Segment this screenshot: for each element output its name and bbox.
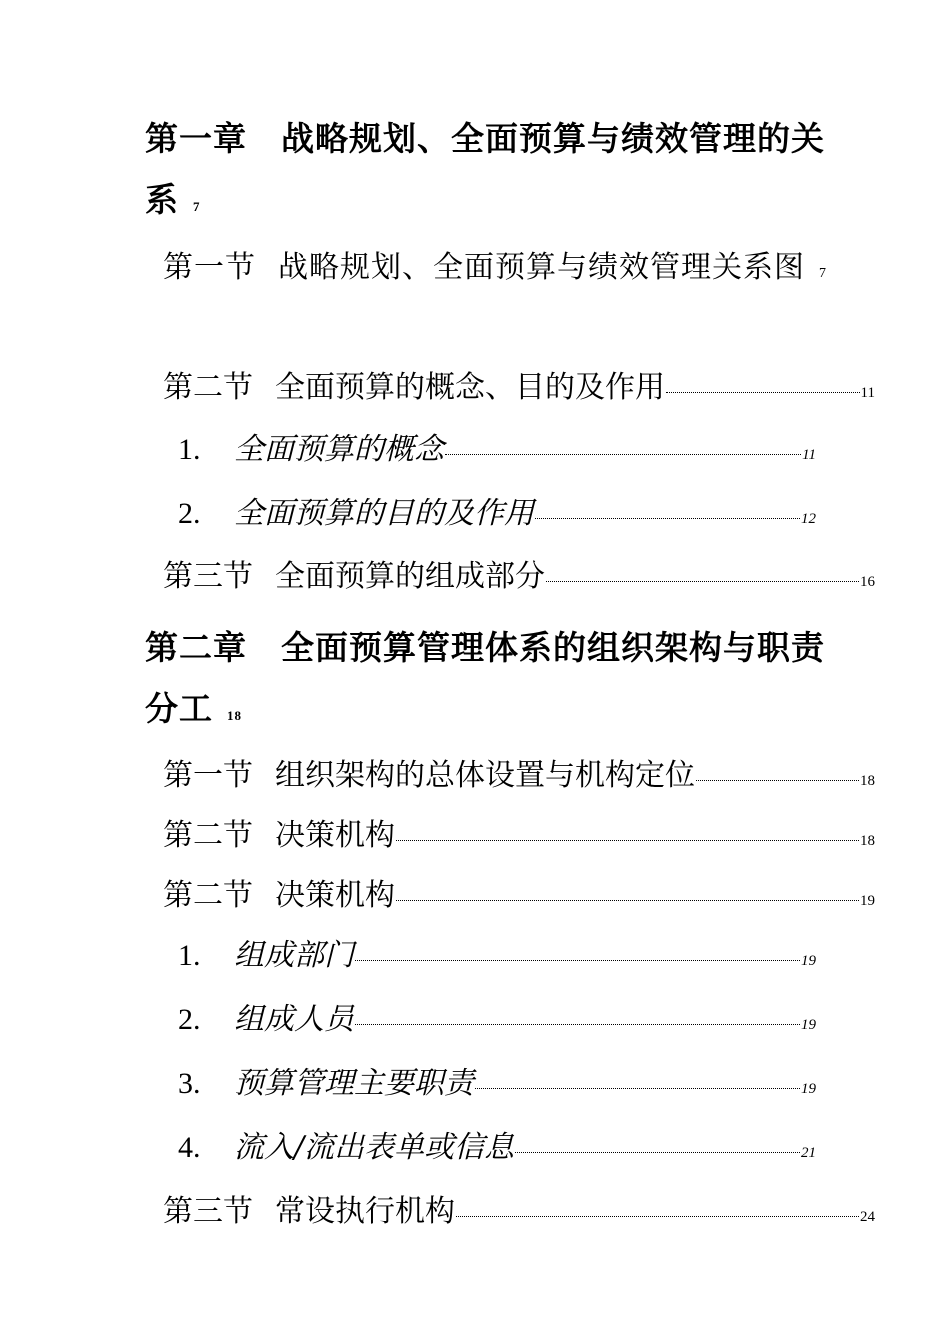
page-number: 7 [193, 199, 201, 214]
toc-chapter-1[interactable] [145, 108, 825, 237]
section-label: 第二节 [163, 818, 253, 853]
dot-leader [666, 392, 860, 393]
toc-section-2-2a[interactable] [163, 816, 875, 856]
item-number: 1. [178, 433, 201, 466]
toc-item-2-2-4[interactable] [178, 1128, 816, 1168]
section-label: 第一节 [163, 758, 253, 793]
page-number: 19 [801, 953, 816, 969]
section-title: 组织架构的总体设置与机构定位 [275, 758, 695, 793]
chapter-label: 第一章 [145, 119, 247, 158]
dot-leader [445, 454, 801, 455]
toc-item-2-2-3[interactable] [178, 1064, 816, 1104]
section-title: 常设执行机构 [275, 1194, 455, 1229]
dot-leader [475, 1088, 800, 1089]
page-number: 11 [860, 385, 875, 401]
item-number: 1. [178, 939, 201, 972]
item-title: 预算管理主要职责 [234, 1066, 474, 1101]
section-label: 第三节 [163, 559, 253, 594]
item-title: 全面预算的目的及作用 [234, 496, 534, 531]
item-number: 2. [178, 1003, 201, 1036]
page-number: 24 [860, 1209, 875, 1225]
section-title: 决策机构 [275, 818, 395, 853]
section-label: 第三节 [163, 1194, 253, 1229]
page-number: 21 [801, 1145, 816, 1161]
section-label: 第一节 [163, 250, 256, 285]
toc-section-1-1[interactable] [163, 237, 828, 304]
item-number: 4. [178, 1131, 201, 1164]
page-number: 7 [819, 266, 827, 281]
toc-item-1-2-1[interactable] [178, 430, 816, 470]
page-number: 11 [802, 447, 816, 463]
section-label: 第二节 [163, 370, 253, 405]
section-label: 第二节 [163, 878, 253, 913]
page-number: 19 [801, 1081, 816, 1097]
section-title: 战略规划、全面预算与绩效管理关系图 [278, 250, 805, 285]
section-title: 决策机构 [275, 878, 395, 913]
dot-leader [355, 960, 800, 961]
dot-leader [535, 518, 800, 519]
item-number: 2. [178, 497, 201, 530]
section-title: 全面预算的概念、目的及作用 [275, 370, 665, 405]
item-title: 流入/流出表单或信息 [234, 1130, 515, 1165]
toc-item-1-2-2[interactable] [178, 494, 816, 534]
item-title: 组成人员 [234, 1002, 354, 1037]
toc-section-1-2[interactable] [163, 368, 875, 408]
dot-leader [396, 900, 859, 901]
chapter-label: 第二章 [145, 628, 247, 667]
item-title: 全面预算的概念 [234, 432, 444, 467]
dot-leader [396, 840, 859, 841]
page-number: 19 [801, 1017, 816, 1033]
dot-leader [515, 1152, 800, 1153]
toc-item-2-2-1[interactable] [178, 936, 816, 976]
dot-leader [546, 581, 859, 582]
toc-item-2-2-2[interactable] [178, 1000, 816, 1040]
dot-leader [355, 1024, 800, 1025]
toc-chapter-2[interactable] [145, 617, 825, 746]
page-number: 12 [801, 511, 816, 527]
chapter-title: 全面预算管理体系的组织架构与职责分工 [145, 628, 825, 728]
toc-section-1-3[interactable] [163, 557, 875, 597]
toc-section-2-3[interactable] [163, 1192, 875, 1232]
toc-section-2-1[interactable] [163, 756, 875, 796]
page-number: 16 [860, 574, 875, 590]
page-number: 19 [860, 893, 875, 909]
page-number: 18 [860, 833, 875, 849]
dot-leader [696, 780, 859, 781]
page-number: 18 [227, 708, 242, 723]
chapter-title: 战略规划、全面预算与绩效管理的关系 [145, 119, 825, 219]
dot-leader [456, 1216, 859, 1217]
item-number: 3. [178, 1067, 201, 1100]
page-number: 18 [860, 773, 875, 789]
item-title: 组成部门 [234, 938, 354, 973]
section-title: 全面预算的组成部分 [275, 559, 545, 594]
toc-section-2-2b[interactable] [163, 876, 875, 916]
